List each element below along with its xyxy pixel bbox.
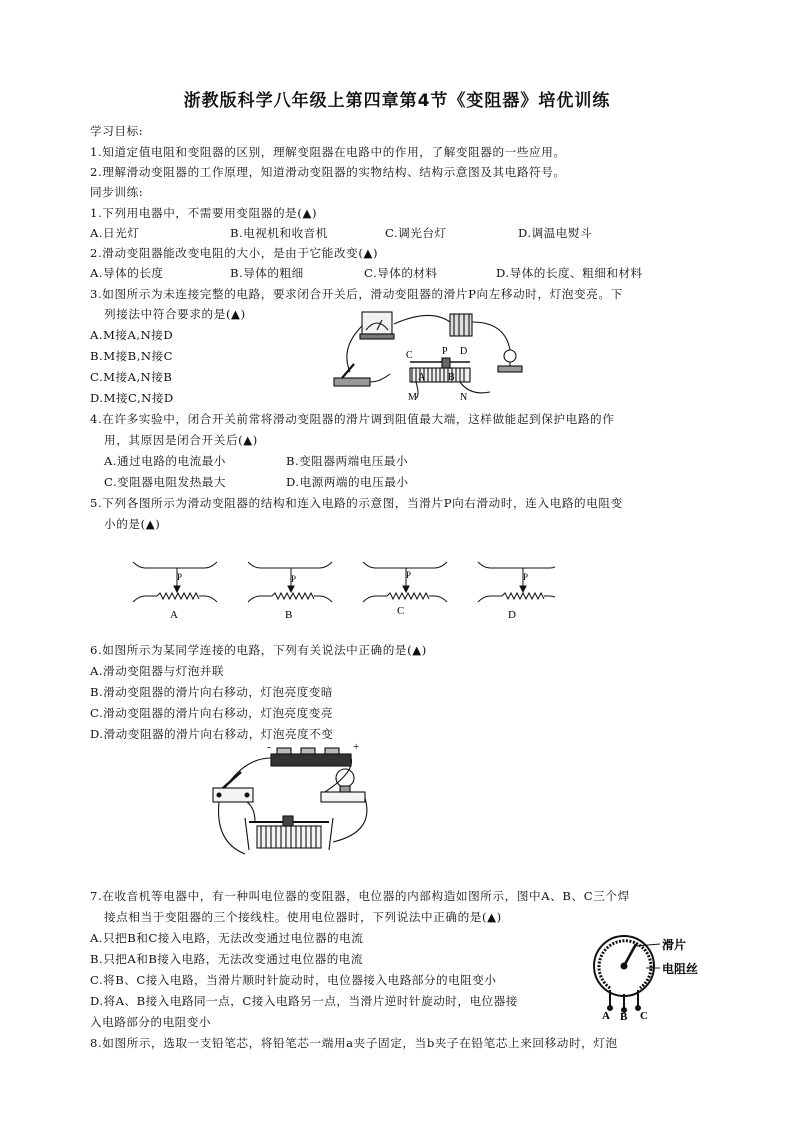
q3-label-d: D	[460, 346, 468, 357]
q1-stem: 1.下列用电器中，不需要用变阻器的是(▲)	[90, 206, 318, 220]
q5-a-coil	[157, 593, 199, 599]
q5-b-coil	[272, 593, 314, 599]
q5-rheostat-diagrams	[125, 552, 555, 624]
q5-slider-label-a: P	[177, 572, 183, 582]
q5-a-rod-lead-right	[205, 562, 217, 568]
q5-d-coil-lead-right	[550, 596, 555, 602]
q3-label-n: N	[460, 392, 468, 403]
q4-option-b: B.变阻器两端电压最小	[286, 454, 409, 468]
q7-label-b: B	[620, 1011, 628, 1020]
q7-label-a: A	[602, 1010, 610, 1020]
q5-stem-line2: 小的是(▲)	[104, 517, 161, 531]
q5-b-coil-lead-left	[248, 596, 260, 602]
q5-a-rod-lead-left	[133, 562, 145, 568]
q2-option-d: D.导体的长度、粗细和材料	[496, 266, 643, 280]
q3-label-m: M	[408, 392, 417, 403]
q5-d-slider-arrow	[520, 586, 526, 592]
q3-stem-line2: 列接法中符合要求的是(▲)	[104, 307, 246, 321]
q3-label-a: A	[418, 372, 426, 383]
q3-stem-line1: 3.如图所示为未连接完整的电路，要求闭合开关后，滑动变阻器的滑片P向左移动时，灯泡变亮。下	[90, 287, 623, 301]
q5-d-coil-lead-left	[478, 596, 490, 602]
q4-stem-line1: 4.在许多实验中，闭合开关前常将滑动变阻器的滑片调到阻值最大端，这样做能起到保护电路的作	[90, 412, 615, 426]
q5-c-slider-arrow	[403, 586, 409, 592]
q7-option-d-cont: 入电路部分的电阻变小	[90, 1015, 211, 1029]
objectives-heading: 学习目标:	[90, 124, 144, 138]
q3-label-b: B	[448, 372, 455, 383]
q2-stem: 2.滑动变阻器能改变电阻的大小，是由于它能改变(▲)	[90, 246, 379, 260]
q5-b-coil-lead-right	[320, 596, 332, 602]
q7-label-c: C	[640, 1010, 648, 1020]
q5-d-rod-lead-left	[478, 562, 490, 568]
q2-option-b: B.导体的粗细	[230, 266, 304, 280]
q5-a-coil-lead-left	[133, 596, 145, 602]
q6-option-d: D.滑动变阻器的滑片向右移动，灯泡亮度不变	[90, 727, 334, 741]
q6-label-plus: +	[353, 742, 360, 753]
q3-circuit-figure	[320, 308, 540, 403]
q3-label-p: P	[442, 346, 448, 357]
q5-b-rod-lead-left	[248, 562, 260, 568]
q1-option-b: B.电视机和收音机	[230, 226, 328, 240]
q5-a-slider-arrow	[174, 586, 180, 592]
q6-circuit-figure	[205, 742, 385, 867]
q5-label-c: C	[397, 605, 405, 617]
q7-option-d: D.将A、B接入电路同一点，C接入电路另一点，当滑片逆时针旋动时，电位器接	[90, 994, 518, 1008]
q3-option-c: C.M接A,N接B	[90, 370, 173, 384]
q5-c-coil-lead-right	[435, 596, 447, 602]
q5-c-rod-lead-left	[363, 562, 375, 568]
q5-b-slider-arrow	[288, 586, 294, 592]
q5-slider-label-d: P	[523, 572, 529, 582]
q7-label-slider: 滑片	[662, 938, 687, 952]
q4-option-d: D.电源两端的电压最小	[286, 475, 409, 489]
q5-stem-line1: 5.下列各图所示为滑动变阻器的结构和连入电路的示意图，当滑片P向右滑动时，连入电路的电阻变	[90, 496, 623, 510]
q6-stem: 6.如图所示为某同学连接的电路，下列有关说法中正确的是(▲)	[90, 643, 427, 657]
q6-label-minus: -	[267, 742, 271, 753]
q3-option-a: A.M接A,N接D	[90, 328, 174, 342]
q7-stem-line1: 7.在收音机等电器中，有一种叫电位器的变阻器，电位器的内部构造如图所示，图中A、B、C三个焊	[90, 889, 630, 903]
q1-option-d: D.调温电熨斗	[518, 226, 593, 240]
q8-stem-line1: 8.如图所示，选取一支铅笔芯，将铅笔芯一端用a夹子固定，当b夹子在铅笔芯上来回移动时，灯泡	[90, 1036, 618, 1050]
q3-option-d: D.M接C,N接D	[90, 391, 174, 405]
q7-potentiometer-figure	[588, 928, 718, 1020]
q5-slider-label-c: P	[406, 570, 412, 580]
q5-b-rod-lead-right	[320, 562, 332, 568]
objective-item-1: 1.知道定值电阻和变阻器的区别，理解变阻器在电路中的作用，了解变阻器的一些应用。	[90, 145, 566, 159]
q5-d-rod-lead-right	[550, 562, 555, 568]
q3-option-b: B.M接B,N接C	[90, 349, 173, 363]
q5-d-coil	[502, 593, 544, 599]
q2-option-c: C.导体的材料	[364, 266, 438, 280]
q5-label-b: B	[285, 609, 293, 621]
q7-label-wire: 电阻丝	[662, 962, 699, 976]
q6-option-b: B.滑动变阻器的滑片向右移动，灯泡亮度变暗	[90, 685, 333, 699]
q7-stem-line2: 接点相当于变阻器的三个接线柱。使用电位器时，下列说法中正确的是(▲)	[104, 910, 502, 924]
q7-option-a: A.只把B和C接入电路，无法改变通过电位器的电流	[90, 931, 364, 945]
q4-stem-line2: 用，其原因是闭合开关后(▲)	[104, 433, 258, 447]
q2-option-a: A.导体的长度	[90, 266, 164, 280]
q1-option-c: C.调光台灯	[385, 226, 447, 240]
q7-option-b: B.只把A和B接入电路，无法改变通过电位器的电流	[90, 952, 363, 966]
objective-item-2: 2.理解滑动变阻器的工作原理，知道滑动变阻器的实物结构、结构示意图及其电路符号。	[90, 165, 566, 179]
q5-a-coil-lead-right	[205, 596, 217, 602]
q6-option-c: C.滑动变阻器的滑片向右移动，灯泡亮度变亮	[90, 706, 333, 720]
q6-option-a: A.滑动变阻器与灯泡并联	[90, 664, 224, 678]
q5-slider-label-b: P	[291, 574, 297, 584]
practice-heading: 同步训练:	[90, 185, 144, 199]
q4-option-a: A.通过电路的电流最小	[104, 454, 226, 468]
q7-option-c: C.将B、C接入电路，当滑片顺时针旋动时，电位器接入电路部分的电阻变小	[90, 973, 497, 987]
q5-c-rod-lead-right	[435, 562, 447, 568]
q3-label-c: C	[406, 350, 413, 361]
q5-c-coil-lead-left	[363, 596, 375, 602]
q1-option-a: A.日光灯	[90, 226, 140, 240]
q5-label-d: D	[508, 609, 516, 621]
q5-label-a: A	[170, 609, 178, 621]
q5-c-coil	[387, 593, 429, 599]
page-title: 浙教版科学八年级上第四章第4节《变阻器》培优训练	[183, 91, 611, 111]
q4-option-c: C.变阻器电阻发热最大	[104, 475, 226, 489]
